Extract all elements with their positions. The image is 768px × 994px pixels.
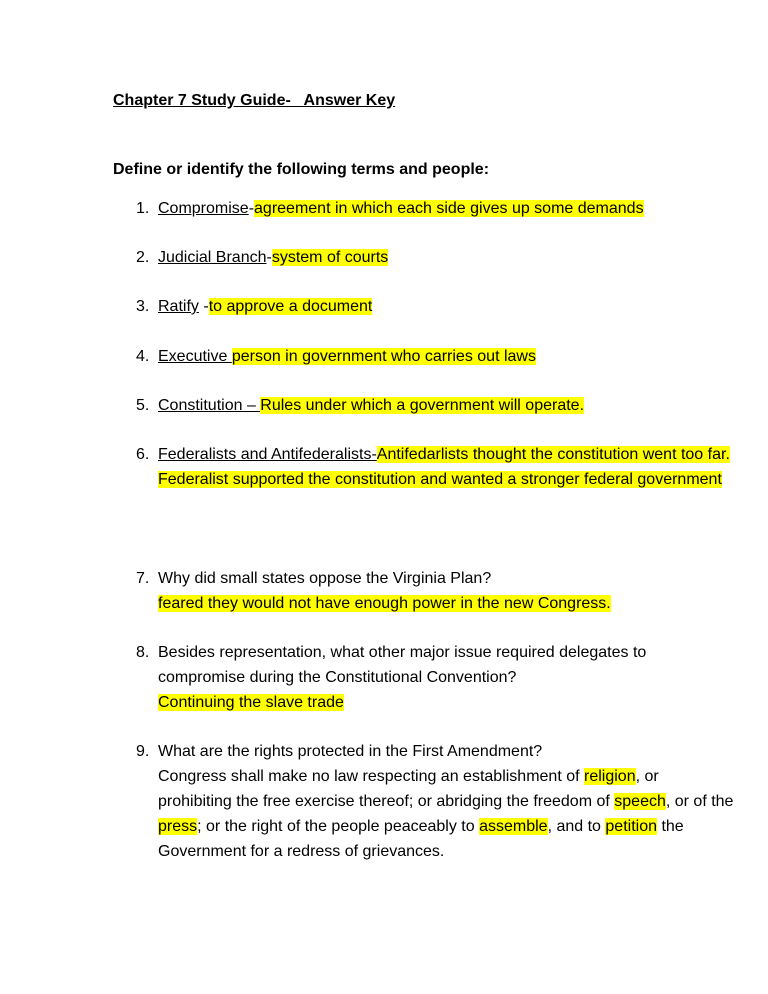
item-number: 3. [136, 298, 150, 315]
highlight-press: press [158, 818, 198, 835]
amendment-segment: ; or the right of the people peaceably to [197, 818, 480, 835]
item-number: 4. [136, 348, 150, 365]
answer: person in government who carries out laws [231, 348, 536, 365]
item-number: 5. [136, 397, 150, 414]
list-item [136, 640, 736, 715]
item-number: 6. [136, 446, 150, 463]
section-heading: Define or identify the following terms and people: [113, 161, 490, 178]
answer: feared they would not have enough power in the new Congress. [158, 595, 611, 612]
term: Ratify [158, 298, 199, 315]
list-item [136, 566, 736, 616]
list-item [136, 442, 736, 492]
amendment-segment: , or of the [665, 793, 734, 810]
term: Federalists and Antifederalists- [158, 446, 377, 463]
highlight-religion: religion [584, 768, 636, 785]
answer: Continuing the slave trade [158, 694, 344, 711]
amendment-segment: Congress shall make no law respecting an establishment of [158, 768, 584, 785]
item-number: 9. [136, 743, 150, 760]
list-item [136, 196, 736, 221]
term-separator: - [198, 298, 209, 315]
answer: to approve a document [208, 298, 373, 315]
term-separator: - [266, 249, 272, 266]
list-item [136, 344, 736, 369]
amendment-segment: , and to [547, 818, 606, 835]
amendment-text [158, 764, 736, 864]
answer: system of courts [271, 249, 389, 266]
list-item [136, 739, 736, 864]
amendment-segment: the Government for a redress of grievances. [158, 818, 684, 860]
page-title: Chapter 7 Study Guide- Answer Key [113, 92, 396, 109]
amendment-segment: , or prohibiting the free exercise thereof; or abridging the freedom of [158, 768, 659, 810]
question: What are the rights protected in the First Amendment? [158, 743, 543, 760]
list-item [136, 245, 736, 270]
term: Executive [158, 348, 232, 365]
item-number: 2. [136, 249, 150, 266]
answer: agreement in which each side gives up some demands [254, 200, 644, 217]
answer: Rules under which a government will operate. [260, 397, 585, 414]
item-number: 8. [136, 644, 150, 661]
term-separator: - [248, 200, 255, 217]
term: Judicial Branch [158, 249, 267, 266]
term: Compromise [158, 200, 249, 217]
item-number: 7. [136, 570, 150, 587]
question: Why did small states oppose the Virginia Plan? [158, 570, 492, 587]
list-item [136, 294, 736, 319]
highlight-speech: speech [614, 793, 666, 810]
item-number: 1. [136, 200, 150, 217]
highlight-assemble: assemble [479, 818, 548, 835]
highlight-petition: petition [605, 818, 657, 835]
question: Besides representation, what other major issue required delegates to compromise during the Constitutional Convention? [158, 644, 647, 686]
list-item [136, 393, 736, 418]
term: Constitution – [158, 397, 261, 414]
answer: Antifedarlists thought the constitution went too far. Federalist supported the constitution and wanted a stronger federal government [158, 446, 730, 488]
